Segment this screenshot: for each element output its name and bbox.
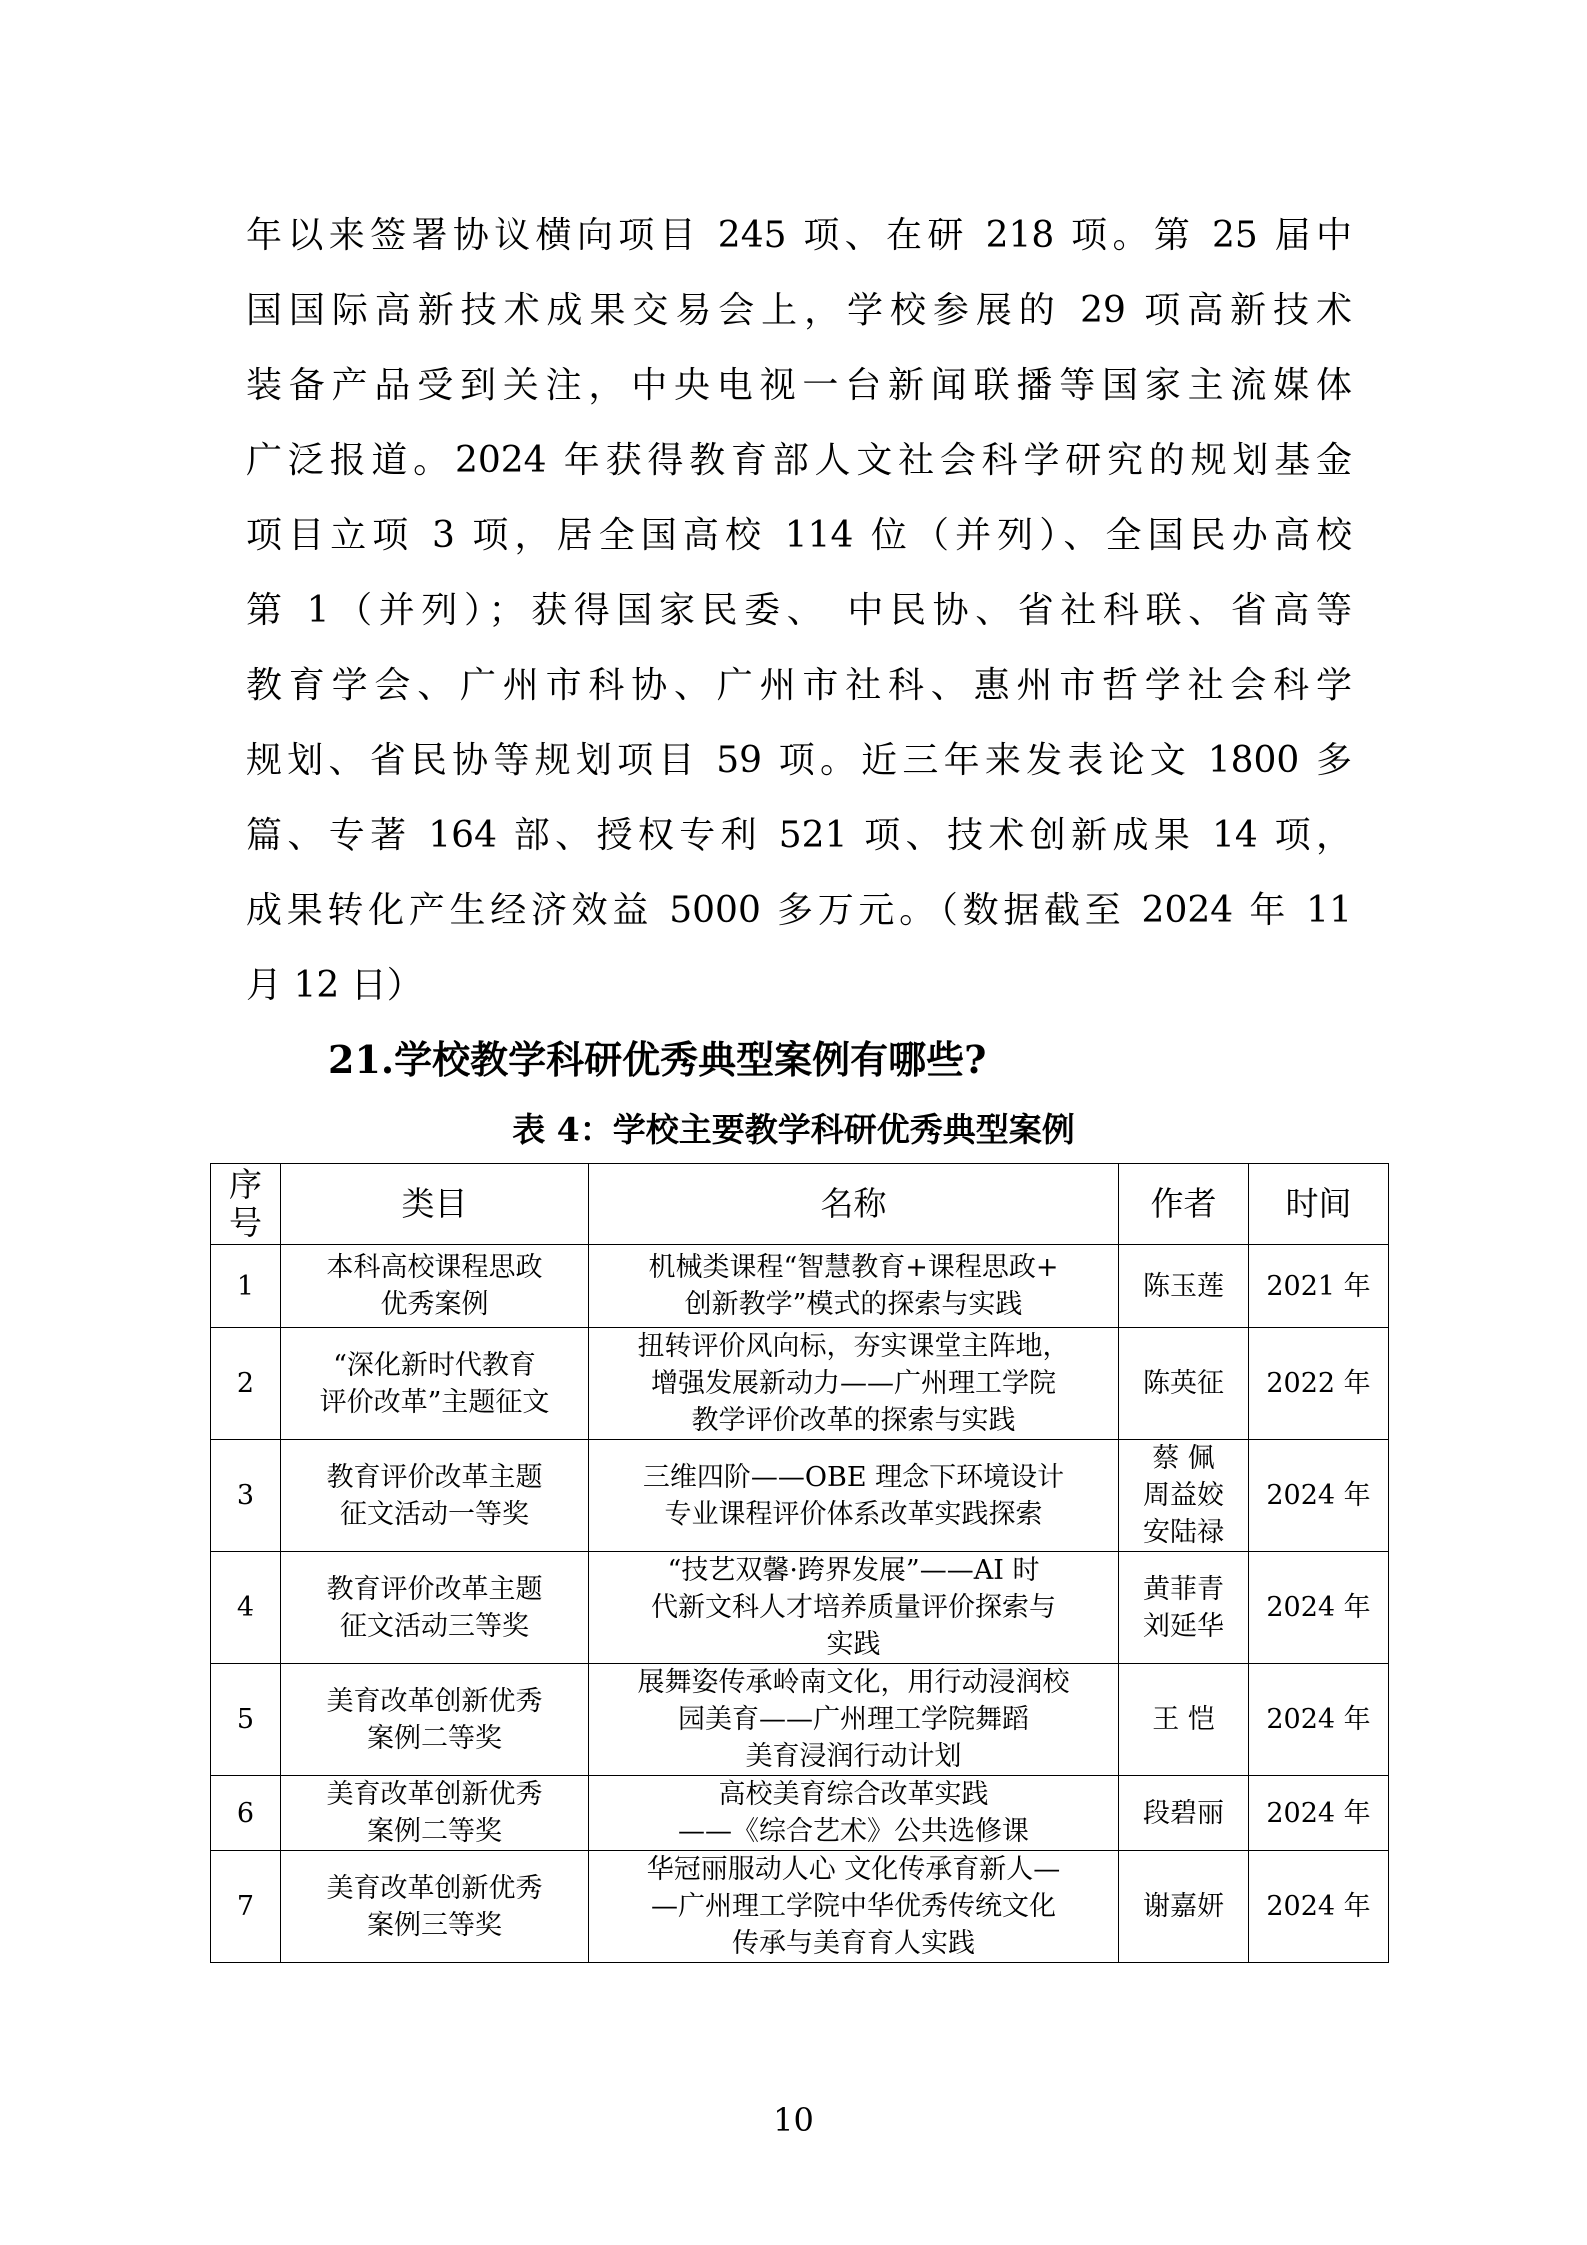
cell-author xyxy=(1119,1664,1249,1776)
cell-author-line: 刘延华 xyxy=(1143,1610,1224,1642)
cell-name-line: “技艺双馨·跨界发展”——AI 时 xyxy=(667,1555,1040,1586)
cell-author xyxy=(1119,1440,1249,1552)
cell-time: 2021 年 xyxy=(1249,1245,1389,1328)
cell-category-line: 优秀案例 xyxy=(380,1289,489,1320)
header-author: 作者 xyxy=(1119,1164,1249,1245)
cell-seq: 6 xyxy=(211,1776,281,1851)
paragraph-line: 第 1（并列）；获得国家民委、 中民协、省社科联、省高等 xyxy=(246,590,1352,631)
cell-category-line: 美育改革创新优秀 xyxy=(326,1872,543,1904)
cell-seq: 2 xyxy=(211,1328,281,1440)
table-body xyxy=(211,1245,1389,1963)
cell-name-line: 机械类课程“智慧教育+课程思政+ xyxy=(648,1252,1059,1283)
cell-name xyxy=(589,1776,1119,1851)
paragraph-line: 年以来签署协议横向项目 245 项、在研 218 项。第 25 届中 xyxy=(246,215,1352,256)
section-heading: 21.学校教学科研优秀典型案例有哪些? xyxy=(328,1037,987,1082)
table-row xyxy=(211,1552,1389,1664)
cell-author-line: 陈英征 xyxy=(1143,1368,1224,1399)
cell-category-line: 案例二等奖 xyxy=(367,1722,502,1754)
cell-name xyxy=(589,1851,1119,1963)
cell-category-line: 案例三等奖 xyxy=(367,1909,502,1941)
header-seq-char-2: 号 xyxy=(229,1203,262,1242)
cell-author xyxy=(1119,1328,1249,1440)
cell-author-line: 陈玉莲 xyxy=(1143,1270,1224,1302)
cell-name-line: 专业课程评价体系改革实践探索 xyxy=(664,1498,1043,1530)
cell-name-line: 代新文科人才培养质量评价探索与 xyxy=(651,1592,1056,1623)
paragraph-line: 国国际高新技术成果交易会上，学校参展的 29 项高新技术 xyxy=(246,290,1352,331)
cell-name-line: 展舞姿传承岭南文化，用行动浸润校 xyxy=(637,1667,1070,1698)
cell-seq: 4 xyxy=(211,1552,281,1664)
cell-author xyxy=(1119,1851,1249,1963)
body-paragraph xyxy=(246,198,1352,1023)
cell-category-line: 教育评价改革主题 xyxy=(326,1461,543,1493)
cell-name xyxy=(589,1664,1119,1776)
cell-category-line: 教育评价改革主题 xyxy=(326,1573,543,1605)
table-row xyxy=(211,1328,1389,1440)
cell-name-line: 扭转评价风向标，夯实课堂主阵地， xyxy=(637,1331,1070,1362)
cell-name-line: 华冠丽服动人心 文化传承育新人— xyxy=(646,1854,1061,1885)
cell-category-line: “深化新时代教育 xyxy=(333,1349,536,1381)
cell-name-line: 美育浸润行动计划 xyxy=(745,1741,962,1772)
header-category: 类目 xyxy=(281,1164,589,1245)
cases-table xyxy=(210,1163,1389,1963)
header-time: 时间 xyxy=(1249,1164,1389,1245)
cell-name-line: 园美育——广州理工学院舞蹈 xyxy=(678,1704,1029,1735)
paragraph-line: 教育学会、广州市科协、广州市社科、惠州市哲学社会科学 xyxy=(246,665,1352,706)
cell-name xyxy=(589,1552,1119,1664)
cell-name xyxy=(589,1440,1119,1552)
cell-author-line: 黄菲青 xyxy=(1143,1573,1224,1605)
cell-category-line: 案例二等奖 xyxy=(367,1816,502,1847)
cell-seq: 1 xyxy=(211,1245,281,1328)
cell-name-line: ——《综合艺术》公共选修课 xyxy=(678,1816,1029,1847)
cell-name-line: 三维四阶——OBE 理念下环境设计 xyxy=(642,1461,1065,1493)
cell-time: 2024 年 xyxy=(1249,1851,1389,1963)
cell-name xyxy=(589,1245,1119,1328)
cell-author-line: 蔡 佩 xyxy=(1152,1443,1215,1474)
paragraph-line: 项目立项 3 项，居全国高校 114 位（并列）、全国民办高校 xyxy=(246,515,1352,556)
paragraph-line: 月 12 日） xyxy=(246,965,423,1006)
cell-time: 2024 年 xyxy=(1249,1776,1389,1851)
cell-time: 2024 年 xyxy=(1249,1440,1389,1552)
cell-category xyxy=(281,1245,589,1328)
cell-author-line: 安陆禄 xyxy=(1143,1517,1224,1548)
paragraph-line: 篇、专著 164 部、授权专利 521 项、技术创新成果 14 项， xyxy=(246,815,1352,856)
paragraph-line: 广泛报道。2024 年获得教育部人文社会科学研究的规划基金 xyxy=(246,440,1352,481)
cell-name-line: 创新教学”模式的探索与实践 xyxy=(684,1289,1023,1320)
table-row xyxy=(211,1440,1389,1552)
cell-category xyxy=(281,1440,589,1552)
cell-author-line: 谢嘉妍 xyxy=(1143,1891,1224,1922)
cell-time: 2024 年 xyxy=(1249,1664,1389,1776)
table-row xyxy=(211,1851,1389,1963)
cell-name-line: 增强发展新动力——广州理工学院 xyxy=(651,1368,1056,1399)
cell-category-line: 美育改革创新优秀 xyxy=(326,1779,543,1810)
cell-category-line: 美育改革创新优秀 xyxy=(326,1685,543,1717)
header-name: 名称 xyxy=(589,1164,1119,1245)
cell-name-line: 传承与美育育人实践 xyxy=(732,1928,975,1959)
cell-category-line: 征文活动一等奖 xyxy=(340,1498,529,1530)
table-row xyxy=(211,1776,1389,1851)
cell-name-line: 实践 xyxy=(826,1629,881,1660)
cell-author xyxy=(1119,1552,1249,1664)
cell-name xyxy=(589,1328,1119,1440)
cell-category xyxy=(281,1851,589,1963)
cell-author xyxy=(1119,1245,1249,1328)
cell-seq: 3 xyxy=(211,1440,281,1552)
header-seq-char-1: 序 xyxy=(229,1165,262,1204)
header-seq xyxy=(211,1164,281,1245)
cell-category-line: 评价改革”主题征文 xyxy=(319,1386,550,1418)
cell-time: 2022 年 xyxy=(1249,1328,1389,1440)
cell-name-line: 高校美育综合改革实践 xyxy=(718,1779,989,1810)
cell-name-line: 教学评价改革的探索与实践 xyxy=(691,1405,1016,1436)
cell-category xyxy=(281,1664,589,1776)
cell-author-line: 王 恺 xyxy=(1152,1704,1215,1735)
cell-seq: 5 xyxy=(211,1664,281,1776)
page-number: 10 xyxy=(773,2101,814,2139)
table-header-row xyxy=(211,1164,1389,1245)
cell-category-line: 征文活动三等奖 xyxy=(340,1610,529,1642)
cell-category xyxy=(281,1328,589,1440)
cell-category xyxy=(281,1552,589,1664)
cell-time: 2024 年 xyxy=(1249,1552,1389,1664)
cell-name-line: —广州理工学院中华优秀传统文化 xyxy=(651,1891,1056,1922)
cell-seq: 7 xyxy=(211,1851,281,1963)
paragraph-line: 规划、省民协等规划项目 59 项。近三年来发表论文 1800 多 xyxy=(246,740,1352,781)
paragraph-line: 成果转化产生经济效益 5000 多万元。（数据截至 2024 年 11 xyxy=(246,890,1352,931)
table-caption: 表 4：学校主要教学科研优秀典型案例 xyxy=(512,1110,1075,1149)
table-row xyxy=(211,1245,1389,1328)
cell-author-line: 段碧丽 xyxy=(1143,1797,1224,1829)
cell-author-line: 周益姣 xyxy=(1143,1480,1224,1511)
table-row xyxy=(211,1664,1389,1776)
cell-author xyxy=(1119,1776,1249,1851)
cell-category xyxy=(281,1776,589,1851)
paragraph-line: 装备产品受到关注，中央电视一台新闻联播等国家主流媒体 xyxy=(246,365,1352,406)
cell-category-line: 本科高校课程思政 xyxy=(326,1252,543,1283)
